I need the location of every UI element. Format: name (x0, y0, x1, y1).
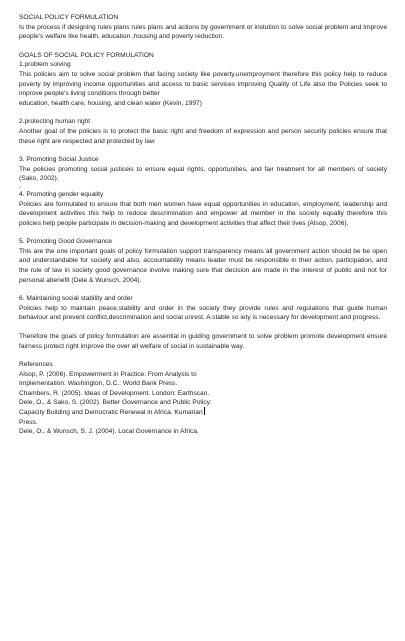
reference-line: Implementation. Washington, D.C.: World Bank Press. (19, 380, 178, 388)
intro-paragraph: Is the process if designing rules plans rules plans and actions by government or instution to solve social problem and Improve people's welfare like health, education ,housing and poverty reduction. (19, 23, 387, 41)
section-1-text: This policies aim to solve social problem that facing society like poverty,unemproyment therefore this policy help to reduce poverty by improving income opportunities and access to basic services improving Quality of Life also the Policies seek to improve people's living conditions through better (19, 70, 387, 98)
references-heading: References (19, 361, 53, 369)
section-6-heading: 6. Maintaining social stability and order (19, 295, 133, 303)
reference-line-with-cursor[interactable] (19, 407, 387, 417)
reference-line: Alsop, P. (2006). Empowerment in Practice: From Analysis to (19, 370, 197, 378)
section-5-text: This are the one important goals of policy formulation support transparency means all government action should be be open and understandable for society and also, accountability means leader must be responsible in their action, participation, and the rule of law in society good governance involve making sure that decision are made in the interest of public and not for personal abenefit (Dele & Wunsch, 2004). (19, 247, 387, 284)
reference-line: Dele, O., & Sako, S. (2002). Better Governance and Public Policy: (19, 399, 212, 407)
section-3-heading: 3. Promoting Social Justice (19, 156, 99, 164)
section-2-text: Another goal of the policies is to protect the basic right and freedom of expression and person security policies ensure that these right are respected and protected by law (19, 127, 387, 145)
section-1-heading: 1.problem solving (19, 61, 71, 69)
section-6-text: Policies help to maintain peace,stability and order in the society they provide rules and regulations that guide human behaviour and prevent conflict,descrimination and social unrest. A stable so iety is necessary for development and progress. (19, 304, 387, 322)
reference-line: Chambers, R. (2005). Ideas of Development. London: Earthscan. (19, 389, 210, 397)
section-1-text-cont: education, health care, housing, and clean water (Kevin, 1997) (19, 99, 202, 107)
section-4-heading: 4. Promoting gender equality (19, 190, 104, 198)
section-5-heading: 5. Promoting Good Governance (19, 238, 113, 246)
reference-line: Dele, O., & Wunsch, S. J. (2004). Local Governance in Africa. (19, 428, 199, 436)
section-3-text: The policies promoting social justiceis to ensure equal rights, opportunities, and fair treatment for all members of society (Sako, 2002). (19, 165, 387, 183)
conclusion-paragraph: Therefore the goals of policy formulation are assential in guiding government to solve problem promote development ensure fairness protect right improve the over all welfare of social in sustainable way. (19, 333, 387, 350)
document-title: SOCIAL POLICY FORMULATION (19, 14, 119, 21)
goals-heading: GOALS OF SOCIAL POLICY FORMULATION (19, 51, 154, 59)
text-cursor (204, 407, 205, 415)
stray-dot: . (19, 182, 21, 190)
reference-line-text: Capacity Building and Democratic Renewal in Africa. Kumarian (19, 409, 203, 417)
section-2-heading: 2.protecting human right (19, 118, 91, 126)
reference-line: Press. (19, 418, 38, 426)
section-4-text: Policies are formulated to ensure that both men women have equal opportunities in education, employment, leadership and development activities this help to reduce descrimination and empower all member in the society equally therefore this policies help people participate in decision-making and development activities that affect their lives (Alsop, 2006). (19, 200, 387, 227)
